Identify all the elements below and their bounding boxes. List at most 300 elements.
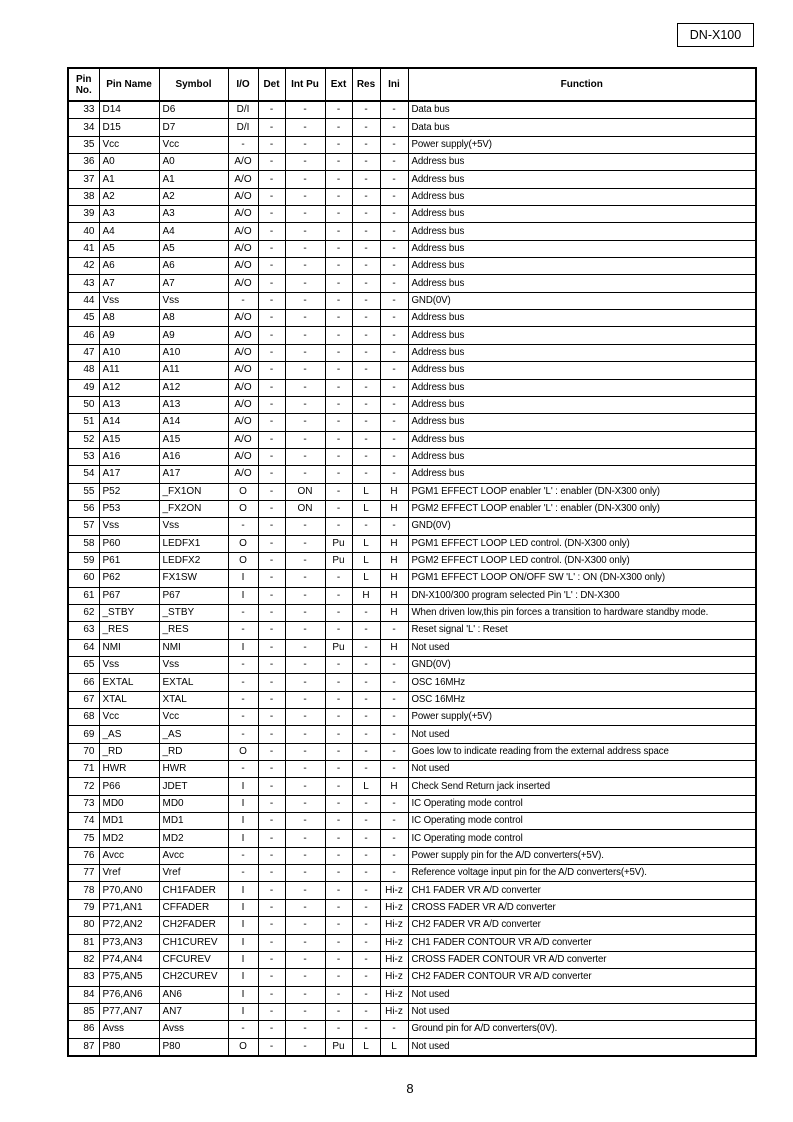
cell-function: Address bus <box>408 258 756 275</box>
cell-function: Power supply(+5V) <box>408 709 756 726</box>
cell-ini: - <box>380 726 408 743</box>
cell-det: - <box>258 275 285 292</box>
table-row <box>68 882 756 899</box>
cell-pin-no: 46 <box>68 327 99 344</box>
cell-pin-no: 55 <box>68 483 99 500</box>
cell-function: Reference voltage input pin for the A/D converters(+5V). <box>408 865 756 882</box>
cell-int-pu: - <box>285 813 325 830</box>
cell-symbol: A15 <box>159 431 228 448</box>
cell-ext: - <box>325 622 352 639</box>
cell-det: - <box>258 535 285 552</box>
cell-ini: - <box>380 830 408 847</box>
cell-function: OSC 16MHz <box>408 674 756 691</box>
header-function: Function <box>408 68 756 101</box>
cell-int-pu: - <box>285 448 325 465</box>
header-symbol: Symbol <box>159 68 228 101</box>
cell-pin-no: 41 <box>68 240 99 257</box>
cell-symbol: A10 <box>159 344 228 361</box>
cell-function: Address bus <box>408 310 756 327</box>
cell-symbol: _FX2ON <box>159 500 228 517</box>
cell-io: A/O <box>228 310 258 327</box>
cell-pin-name: Vcc <box>99 136 159 153</box>
cell-pin-name: P75,AN5 <box>99 969 159 986</box>
cell-pin-name: P67 <box>99 587 159 604</box>
cell-det: - <box>258 899 285 916</box>
cell-function: When driven low,this pin forces a transition to hardware standby mode. <box>408 604 756 621</box>
table-row <box>68 917 756 934</box>
cell-int-pu: - <box>285 951 325 968</box>
cell-ini: Hi-z <box>380 934 408 951</box>
table-row <box>68 379 756 396</box>
cell-pin-name: A4 <box>99 223 159 240</box>
cell-det: - <box>258 119 285 136</box>
table-row <box>68 813 756 830</box>
cell-int-pu: - <box>285 171 325 188</box>
cell-det: - <box>258 240 285 257</box>
cell-function: IC Operating mode control <box>408 830 756 847</box>
cell-io: A/O <box>228 258 258 275</box>
cell-pin-no: 58 <box>68 535 99 552</box>
cell-ini: Hi-z <box>380 951 408 968</box>
cell-int-pu: - <box>285 622 325 639</box>
cell-function: GND(0V) <box>408 292 756 309</box>
cell-io: A/O <box>228 275 258 292</box>
table-row <box>68 587 756 604</box>
cell-io: I <box>228 917 258 934</box>
cell-ext: - <box>325 431 352 448</box>
cell-int-pu: - <box>285 344 325 361</box>
cell-det: - <box>258 639 285 656</box>
cell-pin-no: 38 <box>68 188 99 205</box>
cell-symbol: CH1CUREV <box>159 934 228 951</box>
table-row <box>68 431 756 448</box>
cell-ext: - <box>325 310 352 327</box>
cell-res: - <box>352 743 380 760</box>
cell-pin-no: 34 <box>68 119 99 136</box>
cell-io: - <box>228 657 258 674</box>
cell-symbol: _FX1ON <box>159 483 228 500</box>
table-row <box>68 310 756 327</box>
cell-det: - <box>258 657 285 674</box>
table-row <box>68 674 756 691</box>
cell-ini: H <box>380 483 408 500</box>
header-det: Det <box>258 68 285 101</box>
cell-pin-name: NMI <box>99 639 159 656</box>
cell-det: - <box>258 379 285 396</box>
cell-int-pu: - <box>285 657 325 674</box>
cell-res: - <box>352 431 380 448</box>
cell-ext: Pu <box>325 1038 352 1056</box>
cell-io: I <box>228 1003 258 1020</box>
table-row <box>68 101 756 119</box>
cell-io: - <box>228 691 258 708</box>
cell-pin-no: 40 <box>68 223 99 240</box>
cell-symbol: A13 <box>159 396 228 413</box>
cell-ini: - <box>380 448 408 465</box>
cell-symbol: MD2 <box>159 830 228 847</box>
table-row <box>68 258 756 275</box>
cell-ext: - <box>325 951 352 968</box>
cell-int-pu: - <box>285 587 325 604</box>
cell-res: - <box>352 101 380 119</box>
cell-int-pu: - <box>285 466 325 483</box>
cell-res: L <box>352 535 380 552</box>
table-row <box>68 1038 756 1056</box>
table-row <box>68 396 756 413</box>
cell-pin-name: P71,AN1 <box>99 899 159 916</box>
table-row <box>68 743 756 760</box>
cell-ext: - <box>325 448 352 465</box>
cell-ini: - <box>380 171 408 188</box>
cell-io: I <box>228 639 258 656</box>
cell-io: A/O <box>228 188 258 205</box>
cell-ini: - <box>380 223 408 240</box>
cell-pin-name: MD0 <box>99 795 159 812</box>
cell-pin-no: 86 <box>68 1021 99 1038</box>
cell-io: I <box>228 899 258 916</box>
header-ext: Ext <box>325 68 352 101</box>
table-row <box>68 552 756 569</box>
cell-symbol: A7 <box>159 275 228 292</box>
cell-ini: - <box>380 327 408 344</box>
cell-det: - <box>258 101 285 119</box>
cell-symbol: Vss <box>159 518 228 535</box>
cell-pin-no: 81 <box>68 934 99 951</box>
cell-ext: - <box>325 726 352 743</box>
cell-int-pu: - <box>285 969 325 986</box>
cell-res: - <box>352 292 380 309</box>
cell-det: - <box>258 969 285 986</box>
cell-pin-name: A13 <box>99 396 159 413</box>
cell-ini: H <box>380 587 408 604</box>
cell-function: Address bus <box>408 275 756 292</box>
cell-ext: - <box>325 743 352 760</box>
cell-ext: - <box>325 691 352 708</box>
cell-ini: - <box>380 101 408 119</box>
cell-pin-name: P61 <box>99 552 159 569</box>
cell-symbol: CH2FADER <box>159 917 228 934</box>
cell-ext: - <box>325 882 352 899</box>
cell-det: - <box>258 327 285 344</box>
cell-pin-no: 76 <box>68 847 99 864</box>
cell-symbol: A12 <box>159 379 228 396</box>
cell-det: - <box>258 830 285 847</box>
table-row <box>68 535 756 552</box>
cell-ini: - <box>380 622 408 639</box>
cell-ext: - <box>325 1003 352 1020</box>
cell-ext: - <box>325 518 352 535</box>
cell-pin-name: P77,AN7 <box>99 1003 159 1020</box>
cell-ext: - <box>325 171 352 188</box>
cell-res: - <box>352 154 380 171</box>
cell-det: - <box>258 951 285 968</box>
cell-ext: - <box>325 344 352 361</box>
cell-io: - <box>228 622 258 639</box>
cell-res: - <box>352 622 380 639</box>
cell-int-pu: - <box>285 292 325 309</box>
cell-io: A/O <box>228 466 258 483</box>
cell-io: A/O <box>228 379 258 396</box>
cell-pin-no: 70 <box>68 743 99 760</box>
cell-symbol: AN6 <box>159 986 228 1003</box>
pin-rows <box>68 101 756 1056</box>
cell-symbol: D7 <box>159 119 228 136</box>
cell-pin-name: MD1 <box>99 813 159 830</box>
cell-pin-no: 79 <box>68 899 99 916</box>
cell-ext: - <box>325 587 352 604</box>
table-row <box>68 726 756 743</box>
cell-function: Check Send Return jack inserted <box>408 778 756 795</box>
cell-int-pu: - <box>285 396 325 413</box>
cell-res: - <box>352 639 380 656</box>
cell-symbol: _RD <box>159 743 228 760</box>
cell-pin-name: A14 <box>99 414 159 431</box>
header-pin-no: Pin No. <box>68 68 99 101</box>
cell-io: D/I <box>228 119 258 136</box>
cell-det: - <box>258 986 285 1003</box>
cell-det: - <box>258 743 285 760</box>
cell-int-pu: - <box>285 1021 325 1038</box>
cell-res: - <box>352 448 380 465</box>
cell-symbol: A0 <box>159 154 228 171</box>
cell-symbol: A14 <box>159 414 228 431</box>
cell-pin-no: 64 <box>68 639 99 656</box>
cell-function: Not used <box>408 1038 756 1056</box>
cell-int-pu: - <box>285 604 325 621</box>
cell-pin-name: MD2 <box>99 830 159 847</box>
table-row <box>68 466 756 483</box>
table-row <box>68 639 756 656</box>
cell-pin-no: 65 <box>68 657 99 674</box>
cell-pin-name: Vss <box>99 292 159 309</box>
cell-io: - <box>228 726 258 743</box>
cell-ext: - <box>325 674 352 691</box>
cell-pin-no: 63 <box>68 622 99 639</box>
cell-io: - <box>228 604 258 621</box>
table-row <box>68 188 756 205</box>
cell-symbol: JDET <box>159 778 228 795</box>
cell-io: - <box>228 847 258 864</box>
cell-ini: H <box>380 778 408 795</box>
cell-res: - <box>352 188 380 205</box>
cell-ext: - <box>325 500 352 517</box>
cell-res: - <box>352 1021 380 1038</box>
table-row <box>68 154 756 171</box>
cell-int-pu: - <box>285 154 325 171</box>
cell-det: - <box>258 726 285 743</box>
cell-int-pu: - <box>285 188 325 205</box>
cell-det: - <box>258 1021 285 1038</box>
cell-io: A/O <box>228 448 258 465</box>
cell-int-pu: - <box>285 327 325 344</box>
cell-ini: Hi-z <box>380 882 408 899</box>
cell-io: I <box>228 986 258 1003</box>
cell-pin-no: 68 <box>68 709 99 726</box>
cell-function: Power supply(+5V) <box>408 136 756 153</box>
cell-ext: - <box>325 154 352 171</box>
cell-ini: - <box>380 344 408 361</box>
cell-res: - <box>352 969 380 986</box>
cell-det: - <box>258 882 285 899</box>
cell-symbol: Avss <box>159 1021 228 1038</box>
cell-det: - <box>258 604 285 621</box>
cell-ext: - <box>325 292 352 309</box>
cell-ini: H <box>380 535 408 552</box>
cell-int-pu: - <box>285 917 325 934</box>
cell-det: - <box>258 258 285 275</box>
cell-pin-no: 35 <box>68 136 99 153</box>
cell-pin-name: A16 <box>99 448 159 465</box>
cell-io: A/O <box>228 223 258 240</box>
cell-res: - <box>352 310 380 327</box>
cell-io: A/O <box>228 327 258 344</box>
cell-int-pu: - <box>285 518 325 535</box>
cell-pin-name: Avss <box>99 1021 159 1038</box>
cell-det: - <box>258 483 285 500</box>
cell-ini: - <box>380 206 408 223</box>
cell-int-pu: - <box>285 830 325 847</box>
cell-det: - <box>258 414 285 431</box>
cell-det: - <box>258 518 285 535</box>
cell-symbol: P67 <box>159 587 228 604</box>
cell-pin-name: P66 <box>99 778 159 795</box>
cell-int-pu: - <box>285 223 325 240</box>
cell-pin-name: EXTAL <box>99 674 159 691</box>
cell-ini: L <box>380 1038 408 1056</box>
cell-symbol: Vss <box>159 657 228 674</box>
table-row <box>68 292 756 309</box>
cell-pin-name: _AS <box>99 726 159 743</box>
cell-function: Power supply pin for the A/D converters(+5V). <box>408 847 756 864</box>
cell-det: - <box>258 865 285 882</box>
cell-det: - <box>258 570 285 587</box>
cell-ext: - <box>325 813 352 830</box>
table-row <box>68 657 756 674</box>
cell-pin-no: 53 <box>68 448 99 465</box>
cell-function: Address bus <box>408 223 756 240</box>
cell-symbol: XTAL <box>159 691 228 708</box>
table-header-row <box>68 68 756 101</box>
cell-ini: H <box>380 552 408 569</box>
cell-res: - <box>352 466 380 483</box>
cell-det: - <box>258 448 285 465</box>
cell-det: - <box>258 778 285 795</box>
cell-io: O <box>228 535 258 552</box>
cell-res: - <box>352 206 380 223</box>
cell-symbol: LEDFX2 <box>159 552 228 569</box>
cell-pin-name: XTAL <box>99 691 159 708</box>
cell-pin-no: 74 <box>68 813 99 830</box>
cell-int-pu: - <box>285 743 325 760</box>
cell-io: I <box>228 587 258 604</box>
cell-pin-name: A7 <box>99 275 159 292</box>
cell-res: - <box>352 171 380 188</box>
cell-pin-no: 71 <box>68 761 99 778</box>
cell-pin-no: 80 <box>68 917 99 934</box>
cell-res: - <box>352 882 380 899</box>
cell-io: - <box>228 1021 258 1038</box>
cell-ini: - <box>380 657 408 674</box>
cell-pin-name: P60 <box>99 535 159 552</box>
cell-pin-name: A12 <box>99 379 159 396</box>
cell-ini: - <box>380 362 408 379</box>
cell-function: Address bus <box>408 188 756 205</box>
cell-res: - <box>352 709 380 726</box>
cell-symbol: FX1SW <box>159 570 228 587</box>
cell-ext: - <box>325 379 352 396</box>
cell-pin-no: 50 <box>68 396 99 413</box>
table-row <box>68 362 756 379</box>
cell-io: - <box>228 292 258 309</box>
cell-function: Address bus <box>408 206 756 223</box>
cell-function: Not used <box>408 761 756 778</box>
cell-function: Not used <box>408 986 756 1003</box>
cell-function: Address bus <box>408 379 756 396</box>
table-row <box>68 691 756 708</box>
cell-ext: - <box>325 830 352 847</box>
table-row <box>68 275 756 292</box>
cell-res: - <box>352 136 380 153</box>
table-row <box>68 622 756 639</box>
cell-pin-no: 45 <box>68 310 99 327</box>
cell-io: O <box>228 743 258 760</box>
cell-function: Address bus <box>408 362 756 379</box>
table-row <box>68 899 756 916</box>
cell-ini: H <box>380 570 408 587</box>
cell-int-pu: - <box>285 379 325 396</box>
cell-function: Not used <box>408 1003 756 1020</box>
cell-pin-no: 39 <box>68 206 99 223</box>
cell-det: - <box>258 934 285 951</box>
cell-pin-name: A17 <box>99 466 159 483</box>
cell-ini: - <box>380 761 408 778</box>
cell-int-pu: - <box>285 986 325 1003</box>
cell-ext: - <box>325 223 352 240</box>
cell-ext: - <box>325 119 352 136</box>
cell-pin-no: 51 <box>68 414 99 431</box>
cell-ext: - <box>325 414 352 431</box>
cell-ext: - <box>325 136 352 153</box>
table-row <box>68 448 756 465</box>
cell-pin-name: A8 <box>99 310 159 327</box>
cell-ext: - <box>325 865 352 882</box>
cell-pin-no: 56 <box>68 500 99 517</box>
cell-res: - <box>352 691 380 708</box>
cell-symbol: A5 <box>159 240 228 257</box>
cell-ini: Hi-z <box>380 899 408 916</box>
cell-ini: Hi-z <box>380 969 408 986</box>
cell-symbol: A2 <box>159 188 228 205</box>
cell-symbol: A4 <box>159 223 228 240</box>
cell-res: - <box>352 362 380 379</box>
cell-ini: - <box>380 743 408 760</box>
cell-det: - <box>258 1003 285 1020</box>
cell-pin-name: P62 <box>99 570 159 587</box>
cell-pin-name: P73,AN3 <box>99 934 159 951</box>
cell-function: Data bus <box>408 119 756 136</box>
cell-det: - <box>258 362 285 379</box>
table-row <box>68 119 756 136</box>
cell-function: CH1 FADER VR A/D converter <box>408 882 756 899</box>
cell-ini: Hi-z <box>380 986 408 1003</box>
cell-pin-no: 87 <box>68 1038 99 1056</box>
cell-det: - <box>258 847 285 864</box>
cell-res: L <box>352 570 380 587</box>
cell-ext: - <box>325 466 352 483</box>
table-row <box>68 171 756 188</box>
cell-io: I <box>228 951 258 968</box>
table-row <box>68 951 756 968</box>
